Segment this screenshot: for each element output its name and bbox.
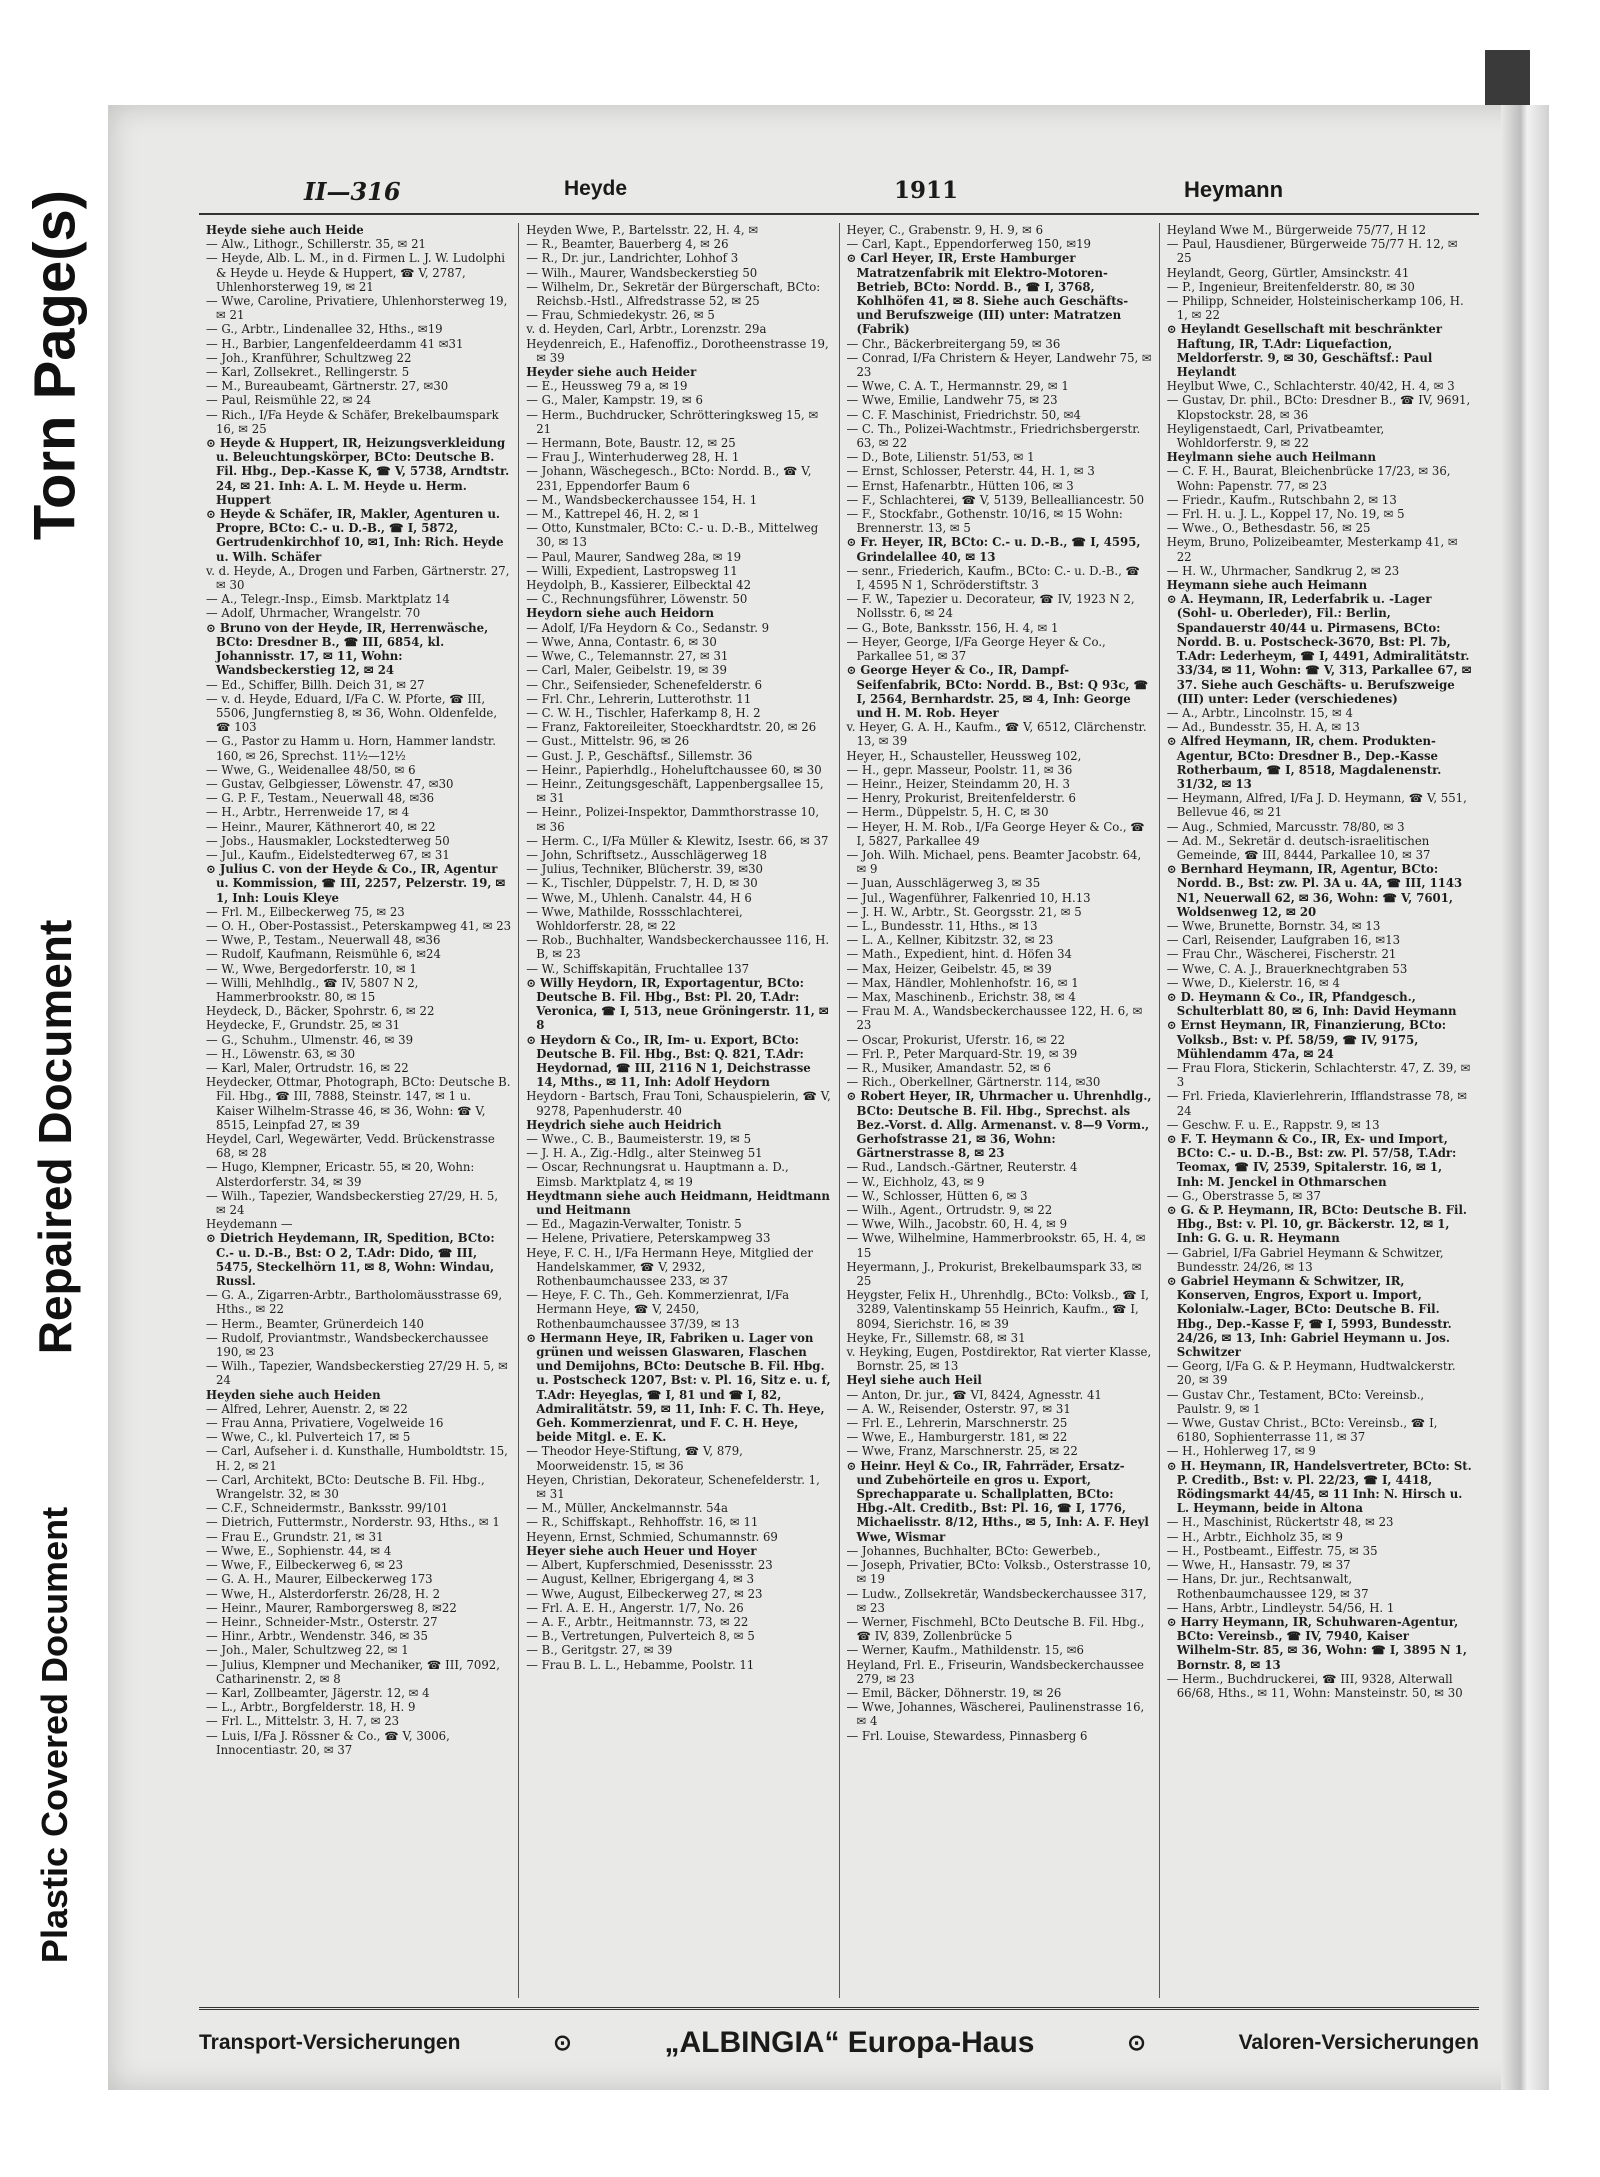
directory-entry: — G., Maler, Kampstr. 19, ✉ 6: [526, 393, 703, 408]
directory-entry: — Joh., Kranführer, Schultzweg 22: [206, 350, 412, 365]
directory-entry: — Gabriel, I/Fa Gabriel Heymann & Schwitzer, Bundesstr. 24/26, ✉ 13: [1166, 1245, 1444, 1274]
directory-entry: — Geschw. F. u. E., Rappstr. 9, ✉ 13: [1166, 1117, 1380, 1132]
directory-entry: — Ed., Schiffer, Billh. Deich 31, ✉ 27: [206, 677, 425, 692]
directory-entry: — W., Eichholz, 43, ✉ 9: [846, 1174, 985, 1189]
footer-separator-icon: ⊙: [553, 2030, 572, 2055]
directory-entry: — W., Wwe, Bergedorferstr. 10, ✉ 1: [206, 961, 417, 976]
directory-entry: — Jul., Wagenführer, Falkenried 10, H.13: [846, 890, 1091, 905]
directory-entry: ⊙ Ernst Heymann, IR, Finanzierung, BCto: Volksb., Bst: v. Pf. 58/59, ☎ IV, 9175, Mühlendamm 47a, ✉ 24: [1166, 1018, 1447, 1061]
directory-entry: — Frl. P., Peter Marquard-Str. 19, ✉ 39: [846, 1046, 1078, 1061]
directory-entry: — Ad. M., Sekretär d. deutsch-israelitischen Gemeinde, ☎ III, 8444, Parkallee 10, ✉ 37: [1166, 833, 1431, 862]
directory-entry: Heylmann siehe auch Heilmann: [1166, 450, 1376, 465]
directory-entry: — Max, Heizer, Geibelstr. 45, ✉ 39: [846, 961, 1052, 976]
directory-entry: Heydenreich, E., Hafenoffiz., Dorotheenstrasse 19, ✉ 39: [526, 336, 829, 365]
directory-entry: — Wwe, Wilhelmine, Hammerbrookstr. 65, H. 4, ✉ 15: [846, 1231, 1146, 1260]
directory-entry: — H., Hohlerweg 17, ✉ 9: [1166, 1444, 1316, 1459]
column-3: [839, 223, 1159, 1998]
directory-entry: — Albert, Kupferschmied, Desenissstr. 23: [526, 1558, 773, 1573]
directory-entry: — Joseph, Privatier, BCto: Volksb., Osterstrasse 10, ✉ 19: [846, 1558, 1152, 1587]
directory-entry: ⊙ F. T. Heymann & Co., IR, Ex- und Import, BCto: C.- u. D.-B., Bst: zw. Pl. 57/58, T.Adr: Teomax, ☎ IV, 2539, Spitalerstr. 16, ✉ 1, Inh: M. Jenckel in Othmarschen: [1166, 1132, 1457, 1189]
directory-entry: — Frl. E., Lehrerin, Marschnerstr. 25: [846, 1416, 1068, 1431]
directory-entry: — C. F. Maschinist, Friedrichstr. 50, ✉4: [846, 407, 1081, 422]
directory-entry: — Wwe, C. A. T., Hermannstr. 29, ✉ 1: [846, 379, 1069, 394]
directory-entry: — Heinr., Zeitungsgeschäft, Lappenbergsallee 15, ✉ 31: [526, 776, 824, 806]
head-year: 1911: [894, 177, 959, 204]
directory-entry: Heyde siehe auch Heide: [206, 223, 364, 237]
directory-entry: — L., Arbtr., Borgfelderstr. 18, H. 9: [206, 1700, 416, 1715]
directory-entry: — Frl. A. E. H., Angerstr. 1/7, No. 26: [526, 1600, 744, 1615]
directory-entry: v. Heyking, Eugen, Postdirektor, Rat vierter Klasse, Bornstr. 25, ✉ 13: [846, 1345, 1152, 1374]
directory-entry: — Wwe, M., Uhlenh. Canalstr. 44, H 6: [526, 890, 752, 905]
directory-entry: Heyligenstaedt, Carl, Privatbeamter, Wohldorferstr. 9, ✉ 22: [1166, 421, 1385, 451]
directory-entry: Heydorn - Bartsch, Frau Toni, Schauspielerin, ☎ V, 9278, Papenhuderstr. 40: [526, 1089, 831, 1118]
directory-entry: — Heye, F. C. Th., Geh. Kommerzienrat, I/Fa Hermann Heye, ☎ V, 2450, Rothenbaumchaussee 37/39, ✉ 13: [526, 1288, 790, 1331]
directory-entry: — Herm., Beamter, Grünerdeich 140: [206, 1316, 424, 1331]
directory-page: [108, 105, 1549, 2090]
directory-entry: Heydtmann siehe auch Heidmann, Heidtmann und Heitmann: [526, 1188, 830, 1218]
directory-entry: — G., Schuhm., Ulmenstr. 46, ✉ 39: [206, 1032, 414, 1047]
directory-entry: — O. H., Ober-Postassist., Peterskampweg 41, ✉ 23: [206, 918, 512, 933]
directory-entry: — Wilh., Agent., Ortrudstr. 9, ✉ 22: [846, 1203, 1053, 1218]
directory-entry: Heyer, H., Schausteller, Heussweg 102,: [846, 748, 1082, 763]
directory-entry: — W., Schiffskapitän, Fruchtallee 137: [526, 961, 750, 976]
directory-entry: — Carl, Maler, Geibelstr. 19, ✉ 39: [526, 663, 727, 678]
directory-entry: — Ernst, Hafenarbtr., Hütten 106, ✉ 3: [846, 478, 1074, 493]
directory-entry: — Wwe, G., Weidenallee 48/50, ✉ 6: [206, 762, 416, 777]
directory-entry: — Wwe, E., Hamburgerstr. 181, ✉ 22: [846, 1430, 1068, 1445]
directory-entry: Heylbut Wwe, C., Schlachterstr. 40/42, H. 4, ✉ 3: [1166, 379, 1455, 394]
directory-entry: — Wwe, Brunette, Bornstr. 34, ✉ 13: [1166, 918, 1381, 933]
directory-entry: — F., Stockfabr., Gothenstr. 10/16, ✉ 15 Wohn: Brennerstr. 13, ✉ 5: [846, 507, 1123, 536]
directory-entry: — Werner, Fischmehl, BCto Deutsche B. Fil. Hbg., ☎ IV, 839, Zollenbrücke 5: [846, 1614, 1145, 1644]
directory-entry: — Ed., Magazin-Verwalter, Tonistr. 5: [526, 1217, 742, 1232]
directory-entry: ⊙ Harry Heymann, IR, Schuhwaren-Agentur, BCto: Vereinsb., ☎ IV, 7940, Kaiser Wilhelm-Str. 85, ✉ 36, Wohn: ☎ I, 3895 N 1, Bornstr. 8, ✉ 13: [1166, 1614, 1467, 1672]
directory-entry: — Gustav, Dr. phil., BCto: Dresdner B., ☎ IV, 9691, Klopstockstr. 28, ✉ 36: [1166, 393, 1471, 422]
directory-entry: — C., Rechnungsführer, Löwenstr. 50: [526, 592, 748, 607]
directory-entry: — M., Bureaubeamt, Gärtnerstr. 27, ✉30: [206, 379, 449, 394]
directory-entry: — H., Arbtr., Eichholz 35, ✉ 9: [1166, 1529, 1343, 1544]
directory-entry: — Wwe, Franz, Marschnerstr. 25, ✉ 22: [846, 1444, 1078, 1459]
directory-entry: — H., Maschinist, Rückertstr 48, ✉ 23: [1166, 1515, 1394, 1530]
directory-entry: — Frau J., Winterhuderweg 28, H. 1: [526, 450, 740, 465]
directory-entry: — L. A., Kellner, Kibitzstr. 32, ✉ 23: [846, 933, 1054, 948]
directory-entry: — G., Pastor zu Hamm u. Horn, Hammer landstr. 160, ✉ 26, Sprechst. 11½—12½: [206, 734, 496, 763]
directory-entry: ⊙ Heylandt Gesellschaft mit beschränkter Haftung, IR, T.Adr: Liquefaction, Meldorferstr. 9, ✉ 30, Geschäftsf.: Paul Heylandt: [1166, 322, 1442, 380]
directory-entry: — G. A. H., Maurer, Eilbeckerweg 173: [206, 1572, 433, 1587]
directory-entry: — Karl, Maler, Ortrudstr. 16, ✉ 22: [206, 1060, 409, 1075]
repaired-document-stamp: Repaired Document: [29, 919, 81, 1355]
footer-separator-icon: ⊙: [1127, 2030, 1146, 2055]
directory-entry: ⊙ D. Heymann & Co., IR, Pfandgesch., Schulterblatt 80, ✉ 6, Inh: David Heymann: [1166, 989, 1457, 1019]
directory-entry: — H., Barbier, Langenfeldeerdamm 41 ✉31: [206, 336, 464, 351]
directory-entry: — H. W., Uhrmacher, Sandkrug 2, ✉ 23: [1166, 563, 1400, 578]
directory-entry: — M., Müller, Anckelmannstr. 54a: [526, 1501, 729, 1516]
directory-entry: — R., Beamter, Bauerberg 4, ✉ 26: [526, 237, 729, 252]
directory-entry: — P., Ingenieur, Breitenfelderstr. 80, ✉ 30: [1166, 279, 1415, 294]
directory-entry: — Anton, Dr. jur., ☎ VI, 8424, Agnesstr. 41: [846, 1387, 1102, 1402]
directory-entry: — H., Löwenstr. 63, ✉ 30: [206, 1046, 356, 1061]
directory-entry: — G., Bote, Banksstr. 156, H. 4, ✉ 1: [846, 620, 1059, 635]
directory-entry: ⊙ Robert Heyer, IR, Uhrmacher u. Uhrenhdlg., BCto: Deutsche B. Fil. Hbg., Sprechst. als Bez.-Vorst. d. Allg. Armenanst. v. 8—9 Vorm., Gerhofstrasse 21, ✉ 36, Wohn: Gärtnerstrasse 8, ✉ 23: [846, 1089, 1152, 1161]
directory-entry: — Gust. J. P., Geschäftsf., Sillemstr. 36: [526, 748, 753, 763]
directory-entry: — Wwe, H., Hansastr. 79, ✉ 37: [1166, 1558, 1351, 1573]
directory-entry: — Chr., Bäckerbreitergang 59, ✉ 36: [846, 336, 1061, 351]
directory-entry: — Franz, Faktoreileiter, Stoeckhardtstr. 20, ✉ 26: [526, 720, 817, 735]
plastic-covered-stamp: Plastic Covered Document: [34, 1506, 75, 1964]
directory-entry: — Heymann, Alfred, I/Fa J. D. Heymann, ☎ V, 551, Bellevue 46, ✉ 21: [1166, 791, 1467, 820]
directory-entry: — Philipp, Schneider, Holsteinischerkamp 106, H. 1, ✉ 22: [1166, 294, 1464, 323]
directory-entry: — Wwe., O., Bethesdastr. 56, ✉ 25: [1166, 521, 1371, 536]
directory-entry: — Karl, Zollbeamter, Jägerstr. 12, ✉ 4: [206, 1685, 430, 1700]
directory-entry: — F. W., Tapezier u. Decorateur, ☎ IV, 1923 N 2, Nollsstr. 6, ✉ 24: [846, 592, 1135, 621]
directory-entry: — Frau E., Grundstr. 21, ✉ 31: [206, 1529, 384, 1544]
directory-entry: — Wwe., C. B., Baumeisterstr. 19, ✉ 5: [526, 1132, 752, 1146]
directory-entry: — Joh., Maler, Schultzweg 22, ✉ 1: [206, 1643, 409, 1658]
directory-entry: — A., Arbtr., Lincolnstr. 15, ✉ 4: [1166, 705, 1353, 720]
directory-entry: — Hugo, Klempner, Ericastr. 55, ✉ 20, Wohn: Alsterdorferstr. 34, ✉ 39: [206, 1160, 475, 1189]
directory-entry: — A. W., Reisender, Osterstr. 97, ✉ 31: [846, 1401, 1071, 1416]
advertisement-footer: [199, 2023, 1479, 2063]
directory-entry: — Emil, Bäcker, Döhnerstr. 19, ✉ 26: [846, 1685, 1062, 1700]
directory-entry: — Heyer, H. M. Rob., I/Fa George Heyer & Co., ☎ I, 5827, Parkallee 49: [846, 819, 1145, 848]
directory-entry: — G., Arbtr., Lindenallee 32, Hths., ✉19: [206, 322, 443, 337]
directory-entry: — Frau Flora, Stickerin, Schlachterstr. 47, Z. 39, ✉ 3: [1166, 1060, 1471, 1090]
directory-entry: — Frau M. A., Wandsbeckerchaussee 122, H. 6, ✉ 23: [846, 1004, 1143, 1033]
directory-entry: Heyermann, J., Prokurist, Brekelbaumspark 33, ✉ 25: [846, 1259, 1142, 1289]
directory-entry: — E., Heussweg 79 a, ✉ 19: [526, 379, 688, 394]
directory-entry: Heyenn, Ernst, Schmied, Schumannstr. 69: [526, 1529, 778, 1544]
directory-entry: — Julius, Techniker, Blücherstr. 39, ✉30: [526, 862, 763, 877]
directory-entry: — Frl. H. u. J. L., Koppel 17, No. 19, ✉ 5: [1166, 507, 1405, 522]
directory-entry: Heydolph, B., Kassierer, Eilbecktal 42: [526, 578, 751, 593]
directory-entry: Heyke, Fr., Sillemstr. 68, ✉ 31: [846, 1330, 1026, 1345]
directory-entry: — Heinr., Maurer, Ramborgersweg 8, ✉22: [206, 1600, 457, 1615]
directory-entry: — Dietrich, Futtermstr., Norderstr. 93, Hths., ✉ 1: [206, 1515, 500, 1530]
directory-entry: — Frau Chr., Wäscherei, Fischerstr. 21: [1166, 947, 1397, 962]
head-word-left: Heyde: [564, 177, 628, 200]
directory-entry: — Wwe, Johannes, Wäscherei, Paulinenstrasse 16, ✉ 4: [846, 1700, 1145, 1729]
directory-entry: — Paul, Maurer, Sandweg 28a, ✉ 19: [526, 549, 742, 564]
directory-entry: — Frl. M., Eilbeckerweg 75, ✉ 23: [206, 904, 405, 919]
directory-entry: Heyer, C., Grabenstr. 9, H. 9, ✉ 6: [846, 223, 1044, 237]
directory-entry: ⊙ G. & P. Heymann, IR, BCto: Deutsche B. Fil. Hbg., Bst: v. Pl. 10, gr. Bäckerstr. 12, ✉ 1, Inh: G. G. u. R. Heymann: [1166, 1203, 1467, 1246]
directory-entry: — Carl, Kapt., Eppendorferweg 150, ✉19: [846, 237, 1091, 252]
directory-entry: Heye, F. C. H., I/Fa Hermann Heye, Mitglied der Handelskammer, ☎ V, 2932, Rothenbaumchaussee 233, ✉ 37: [526, 1245, 813, 1289]
directory-entry: ⊙ Heydorn & Co., IR, Im- u. Export, BCto: Deutsche B. Fil. Hbg., Bst: Q. 821, T.Adr: Heydornad, ☎ III, 2116 N 1, Deichstrasse 14, Mths., ✉ 11, Inh: Adolf Heydorn: [526, 1032, 811, 1090]
directory-entry: Heyland Wwe M., Bürgerweide 75/77, H 12: [1166, 223, 1427, 237]
directory-entry: — Hermann, Bote, Baustr. 12, ✉ 25: [526, 436, 736, 451]
directory-entry: ⊙ Bernhard Heymann, IR, Agentur, BCto: Nordd. B., Bst: zw. Pl. 3A u. 4A, ☎ III, 1143 N1, Neuerwall 62, ✉ 36, Wohn: ☎ V, 7601, Woldsenweg 12, ✉ 20: [1166, 862, 1463, 919]
directory-entry: — C.F., Schneidermstr., Banksstr. 99/101: [206, 1501, 449, 1516]
directory-entry: — Wwe, F., Eilbeckerweg 6, ✉ 23: [206, 1558, 404, 1573]
directory-entry: — Wwe, Wilh., Jacobstr. 60, H. 4, ✉ 9: [846, 1217, 1068, 1232]
directory-entry: — Conrad, I/Fa Christern & Heyer, Landwehr 75, ✉ 23: [846, 350, 1152, 380]
column-2: [518, 223, 838, 1998]
directory-entry: — Willi, Mehlhdlg., ☎ IV, 5807 N 2, Hammerbrookstr. 80, ✉ 15: [206, 975, 419, 1004]
directory-entry: — Theodor Heye-Stiftung, ☎ V, 879, Moorweidenstr. 15, ✉ 36: [526, 1444, 743, 1473]
directory-entry: — Paul, Hausdiener, Bürgerweide 75/77 H. 12, ✉ 25: [1166, 237, 1458, 266]
directory-entry: — Aug., Schmied, Marcusstr. 78/80, ✉ 3: [1166, 819, 1405, 834]
directory-entry: — F., Schlachterei, ☎ V, 5139, Bellealliancestr. 50: [846, 492, 1145, 507]
directory-entry: — Math., Expedient, hint. d. Höfen 34: [846, 947, 1072, 962]
directory-entry: — Otto, Kunstmaler, BCto: C.- u. D.-B., Mittelweg 30, ✉ 13: [526, 521, 819, 550]
directory-entry: Heym, Bruno, Polizeibeamter, Mesterkamp 41, ✉ 22: [1166, 535, 1458, 564]
directory-entry: Heydorn siehe auch Heidorn: [526, 606, 714, 621]
directory-entry: — Gustav, Gelbgiesser, Löwenstr. 47, ✉30: [206, 776, 454, 791]
directory-entry: ⊙ Hermann Heye, IR, Fabriken u. Lager von grünen und weissen Glaswaren, Flaschen und Demijohns, BCto: Deutsche B. Fil. Hbg. u. Postscheck 1207, Bst: v. Pl. 16, Sitz e. u. f, T.Adr: Heyeglas, ☎ I, 81 und ☎ I, 82, Admiralitätstr. 59, ✉ 11, Inh: F. C. Th. Heye, Geh. Kommerzienrat, und F. C. H. Heye, beide Mitgl. e. E. K.: [526, 1330, 831, 1445]
footer-albingia: „ALBINGIA“ Europa-Haus: [664, 2026, 1035, 2059]
directory-entry: ⊙ A. Heymann, IR, Lederfabrik u. -Lager (Sohl- u. Oberleder), Fil.: Berlin, Spandauerstr 40/44 u. Pirmasens, BCto: Nordd. B. u. Postscheck-3670, Bst: Pl. 7b, T.Adr: Lederheym, ☎ I, 4491, Admiralitätstr. 33/34, ✉ 11, Wohn: ☎ V, 313, Parkallee 67, ✉ 37. Siehe auch Geschäfts- u. Berufszweige (III) unter: Leder (verschiedenes): [1166, 592, 1472, 706]
directory-entry: — Wilh., Maurer, Wandsbeckerstieg 50: [526, 265, 758, 280]
directory-entry: — Gustav Chr., Testament, BCto: Vereinsb., Paulstr. 9, ✉ 1: [1166, 1387, 1425, 1416]
directory-entry: — C. F. H., Baurat, Bleichenbrücke 17/23, ✉ 36, Wohn: Papenstr. 77, ✉ 23: [1166, 464, 1451, 493]
directory-entry: — Wwe, D., Kielerstr. 16, ✉ 4: [1166, 975, 1340, 990]
torn-pages-stamp: Torn Page(s): [22, 189, 88, 541]
directory-entry: — Wwe, Mathilde, Rossschlachterei, Wohldorferstr. 28, ✉ 22: [526, 904, 743, 933]
directory-entry: — A., Telegr.-Insp., Eimsb. Marktplatz 14: [206, 592, 450, 607]
directory-entry: ⊙ Heyde & Schäfer, IR, Makler, Agenturen u. Propre, BCto: C.- u. D.-B., ☎ I, 5872, Gertrudenkirchhof 10, ✉1, Inh: Rich. Heyde u. Wilh. Schäfer: [206, 507, 504, 564]
directory-entry: — Rud., Landsch.-Gärtner, Reuterstr. 4: [846, 1160, 1078, 1175]
directory-entry: Heydecker, Ottmar, Photograph, BCto: Deutsche B. Fil. Hbg., ☎ III, 7888, Steinstr. 147, ✉ 1 u. Kaiser Wilhelm-Strasse 46, ✉ 36, Wohn: ☎ V, 8515, Leinpfad 27, ✉ 39: [206, 1075, 511, 1132]
column-4: [1159, 223, 1479, 1998]
directory-entry: Heydeck, D., Bäcker, Spohrstr. 6, ✉ 22: [206, 1004, 435, 1019]
directory-entry: — Wwe, C., Telemannstr. 27, ✉ 31: [526, 649, 729, 664]
directory-entry: — Rudolf, Proviantmstr., Wandsbeckerchaussee 190, ✉ 23: [206, 1330, 489, 1360]
directory-entry: — G. A., Zigarren-Arbtr., Bartholomäusstrasse 69, Hths., ✉ 22: [206, 1288, 503, 1317]
directory-entry: — H., Arbtr., Herrenweide 17, ✉ 4: [206, 805, 410, 820]
directory-entry: — Wwe, August, Eilbeckerweg 27, ✉ 23: [526, 1586, 763, 1601]
directory-entry: ⊙ George Heyer & Co., IR, Dampf-Seifenfabrik, BCto: Nordd. B., Bst: Q 93c, ☎ I, 2564, Bernhardstr. 25, ✉ 4, Inh: George und H. M. Rob. Heyer: [846, 663, 1149, 720]
directory-entry: — Herm., Düppelstr. 5, H. C, ✉ 30: [846, 805, 1049, 820]
directory-entry: — Wilh., Tapezier, Wandsbeckerstieg 27/29 H. 5, ✉ 24: [206, 1359, 508, 1388]
footer-transport-insurance: Transport-Versicherungen: [199, 2031, 461, 2054]
directory-entry: ⊙ Heinr. Heyl & Co., IR, Fahrräder, Ersatz- und Zubehörteile en gros u. Export, Sprechapparate u. Schallplatten, BCto: Hbg.-Alt. Creditb., Bst: Pl. 16, ☎ I, 1776, Michaelisstr. 8/12, Hths., ✉ 5, Inh: A. F. Heyl Wwe, Wismar: [846, 1458, 1149, 1544]
directory-entry: — Rich., I/Fa Heyde & Schäfer, Brekelbaumspark 16, ✉ 25: [206, 407, 499, 436]
directory-entry: — Frl. L., Mittelstr. 3, H. 7, ✉ 23: [206, 1714, 400, 1729]
head-word-right: Heymann: [1184, 177, 1284, 202]
footer-rule: [199, 2007, 1479, 2010]
directory-entry: Heyen, Christian, Dekorateur, Schenefelderstr. 1, ✉ 31: [526, 1472, 820, 1502]
directory-entry: ⊙ Bruno von der Heyde, IR, Herrenwäsche, BCto: Dresdner B., ☎ III, 6854, kl. Johannisstr. 17, ✉ 11, Wohn: Wandsbeckerstieg 12, ✉ 24: [206, 620, 489, 678]
footer-valuables-insurance: Valoren-Versicherungen: [1238, 2031, 1479, 2054]
directory-entry: — W., Schlosser, Hütten 6, ✉ 3: [846, 1188, 1028, 1203]
directory-entry: — August, Kellner, Ebrigergang 4, ✉ 3: [526, 1572, 755, 1587]
directory-entry: Heylandt, Georg, Gürtler, Amsinckstr. 41: [1166, 265, 1410, 280]
directory-entry: — Wwe, Caroline, Privatiere, Uhlenhorsterweg 19, ✉ 21: [206, 294, 508, 323]
directory-entry: — Adolf, Uhrmacher, Wrangelstr. 70: [206, 606, 421, 621]
directory-entry: Heydel, Carl, Wegewärter, Vedd. Brückenstrasse 68, ✉ 28: [206, 1132, 495, 1161]
directory-entry: ⊙ Willy Heydorn, IR, Exportagentur, BCto: Deutsche B. Fil. Hbg., Bst: Pl. 20, T.Adr: Veronica, ☎ I, 513, neue Gröningerstr. 11, ✉ 8: [526, 975, 829, 1033]
directory-entry: — B., Vertretungen, Pulverteich 8, ✉ 5: [526, 1629, 755, 1644]
directory-entry: — D., Bote, Lilienstr. 51/53, ✉ 1: [846, 450, 1035, 465]
directory-entry: — Ernst, Schlosser, Peterstr. 44, H. 1, ✉ 3: [846, 464, 1095, 479]
directory-entry: — Frl. Louise, Stewardess, Pinnasberg 6: [846, 1728, 1088, 1743]
directory-entry: Heygster, Felix H., Uhrenhdlg., BCto: Volksb., ☎ I, 3289, Valentinskamp 55 Heinrich, Kaufm., ☎ I, 8094, Sierichstr. 16, ✉ 39: [846, 1288, 1149, 1331]
directory-entry: — Heinr., Polizei-Inspektor, Dammthorstrasse 10, ✉ 36: [526, 805, 820, 834]
directory-entry: — Frl. Frieda, Klavierlehrerin, Ifflandstrasse 78, ✉ 24: [1166, 1089, 1468, 1118]
directory-entry: — Frau B. L. L., Hebamme, Poolstr. 11: [526, 1657, 755, 1672]
directory-entry: — Hans, Dr. jur., Rechtsanwalt, Rothenbaumchaussee 129, ✉ 37: [1166, 1572, 1369, 1601]
directory-entry: — Wwe, H., Alsterdorferstr. 26/28, H. 2: [206, 1586, 441, 1601]
directory-entry: — Rich., Oberkellner, Gärtnerstr. 114, ✉30: [846, 1075, 1101, 1090]
archive-stamps: [0, 0, 110, 2177]
directory-entry: — C. Th., Polizei-Wachtmstr., Friedrichsbergerstr. 63, ✉ 22: [846, 421, 1141, 451]
directory-entry: v. Heyer, G. A. H., Kaufm., ☎ V, 6512, Clärchenstr. 13, ✉ 39: [846, 720, 1147, 749]
directory-entry: — M., Kattrepel 46, H. 2, ✉ 1: [526, 507, 700, 522]
directory-entry: ⊙ Fr. Heyer, IR, BCto: C.- u. D.-B., ☎ I, 4595, Grindelallee 40, ✉ 13: [846, 535, 1141, 564]
directory-entry: — Juan, Ausschlägerweg 3, ✉ 35: [846, 876, 1041, 891]
directory-entry: Heyden siehe auch Heiden: [206, 1387, 381, 1402]
directory-entry: — Alw., Lithogr., Schillerstr. 35, ✉ 21: [206, 237, 426, 252]
directory-entry: ⊙ Julius C. von der Heyde & Co., IR, Agentur u. Kommission, ☎ III, 2257, Pelzerstr. 19, ✉ 1, Inh: Louis Kleye: [206, 862, 506, 905]
directory-entry: — R., Schiffskapt., Rehhoffstr. 16, ✉ 11: [526, 1515, 759, 1530]
directory-entry: — R., Dr. jur., Landrichter, Lohhof 3: [526, 251, 739, 266]
directory-entry: — Max, Maschinenb., Erichstr. 38, ✉ 4: [846, 989, 1076, 1004]
directory-entry: — senr., Friederich, Kaufm., BCto: C.- u. D.-B., ☎ I, 4595 N 1, Schröderstiftstr. 3: [846, 563, 1141, 593]
directory-entry: — Wilhelm, Dr., Sekretär der Bürgerschaft, BCto: Reichsb.-Hstl., Alfredstrasse 52, ✉ 25: [526, 279, 821, 309]
directory-entry: ⊙ H. Heymann, IR, Handelsvertreter, BCto: St. P. Creditb., Bst: v. Pl. 22/23, ☎ I, 4418, Rödingsmarkt 44/45, ✉ 11 Inh: N. Hirsch u. L. Heymann, beide in Altona: [1166, 1458, 1472, 1516]
page-edge-tab: [1485, 50, 1530, 110]
directory-entry: — Alfred, Lehrer, Auenstr. 2, ✉ 22: [206, 1401, 408, 1416]
directory-entry: — Frau, Schmiedekystr. 26, ✉ 5: [526, 308, 715, 323]
directory-entry: — Wwe, E., Sophienstr. 44, ✉ 4: [206, 1543, 392, 1558]
directory-entry: — Carl, Reisender, Laufgraben 16, ✉13: [1166, 933, 1401, 948]
directory-entry: — G., Oberstrasse 5, ✉ 37: [1166, 1188, 1321, 1203]
directory-entry: — Wilh., Tapezier, Wandsbeckerstieg 27/29, H. 5, ✉ 24: [206, 1188, 499, 1218]
directory-entry: Heyl siehe auch Heil: [846, 1373, 982, 1388]
directory-entry: — Chr., Seifensieder, Schenefelderstr. 6: [526, 677, 763, 692]
directory-entry: — Herm., Buchdrucker, Schrötteringksweg 15, ✉ 21: [526, 407, 819, 436]
directory-entry: — Jul., Kaufm., Eidelstedterweg 67, ✉ 31: [206, 847, 450, 862]
directory-entry: — Frau Anna, Privatiere, Vogelweide 16: [206, 1416, 444, 1431]
directory-entry: Heyder siehe auch Heider: [526, 365, 697, 380]
directory-entry: Heydecke, F., Grundstr. 25, ✉ 31: [206, 1018, 401, 1033]
directory-entry: — Frl. Chr., Lehrerin, Lutterothstr. 11: [526, 691, 752, 706]
directory-entry: — Helene, Privatiere, Peterskampweg 33: [526, 1231, 771, 1246]
directory-entry: — Gust., Mittelstr. 96, ✉ 26: [526, 734, 690, 749]
directory-entry: Heydemann —: [206, 1217, 293, 1232]
directory-entry: Heyer siehe auch Heuer und Hoyer: [526, 1543, 757, 1558]
directory-entry: — Wwe, Emilie, Landwehr 75, ✉ 23: [846, 393, 1058, 408]
directory-entry: Heyden Wwe, P., Bartelsstr. 22, H. 4, ✉: [526, 223, 759, 237]
directory-entry: — Heinr., Maurer, Käthnerort 40, ✉ 22: [206, 819, 436, 834]
directory-entry: Heyland, Frl. E., Friseurin, Wandsbeckerchaussee 279, ✉ 23: [846, 1657, 1144, 1686]
directory-entry: — Paul, Reismühle 22, ✉ 24: [206, 393, 372, 408]
directory-entry: — J. H. A., Zig.-Hdlg., alter Steinweg 51: [526, 1146, 763, 1161]
directory-columns: [199, 223, 1479, 1998]
directory-entry: — Karl, Zollsekret., Rellingerstr. 5: [206, 365, 410, 380]
directory-entry: — Wwe, C., kl. Pulverteich 17, ✉ 5: [206, 1430, 411, 1445]
directory-entry: — Johann, Wäschegesch., BCto: Nordd. B., ☎ V, 231, Eppendorfer Baum 6: [526, 464, 812, 493]
directory-entry: — K., Tischler, Düppelstr. 7, H. D, ✉ 30: [526, 876, 758, 891]
directory-entry: — Heyer, George, I/Fa George Heyer & Co., Parkallee 51, ✉ 37: [846, 634, 1106, 664]
directory-entry: — Heinr., Papierhdlg., Hoheluftchaussee 60, ✉ 30: [526, 762, 822, 777]
directory-entry: — R., Musiker, Amandastr. 52, ✉ 6: [846, 1060, 1051, 1075]
directory-entry: — C. W. H., Tischler, Haferkamp 8, H. 2: [526, 705, 761, 720]
directory-entry: — Oscar, Rechnungsrat u. Hauptmann a. D., Eimsb. Marktplatz 4, ✉ 19: [526, 1160, 789, 1189]
running-head: [199, 177, 1479, 217]
directory-entry: — A. F., Arbtr., Heitmannstr. 73, ✉ 22: [526, 1614, 749, 1629]
directory-entry: — Heinr., Schneider-Mstr., Osterstr. 27: [206, 1614, 438, 1629]
directory-entry: ⊙ Carl Heyer, IR, Erste Hamburger Matratzenfabrik mit Elektro-Motoren-Betrieb, BCto: Nordd. B., ☎ I, 3768, Kohlhöfen 41, ✉ 8. Siehe auch Geschäfts- und Berufszweige (III) unter: Matratzen (Fabrik): [846, 251, 1129, 337]
page-number: II—316: [304, 177, 401, 206]
directory-entry: — Friedr., Kaufm., Rutschbahn 2, ✉ 13: [1166, 492, 1397, 507]
directory-entry: — Werner, Kaufm., Mathildenstr. 15, ✉6: [846, 1643, 1084, 1658]
directory-entry: — Jobs., Hausmakler, Lockstedterweg 50: [206, 833, 450, 848]
directory-entry: Heydrich siehe auch Heidrich: [526, 1117, 722, 1132]
directory-entry: — Luis, I/Fa J. Rössner & Co., ☎ V, 3006, Innocentiastr. 20, ✉ 37: [206, 1728, 450, 1757]
directory-entry: — Oscar, Prokurist, Uferstr. 16, ✉ 22: [846, 1032, 1066, 1047]
directory-entry: — Herm. C., I/Fa Müller & Klewitz, Isestr. 66, ✉ 37: [526, 833, 829, 848]
directory-entry: — Adolf, I/Fa Heydorn & Co., Sedanstr. 9: [526, 620, 770, 635]
directory-entry: — G. P. F., Testam., Neuerwall 48, ✉36: [206, 791, 435, 806]
directory-entry: — Ludw., Zollsekretär, Wandsbeckerchaussee 317, ✉ 23: [846, 1586, 1147, 1615]
directory-entry: — Heyde, Alb. L. M., in d. Firmen L. J. W. Ludolphi & Heyde u. Heyde & Huppert, ☎ V, 2787, Uhlenhorsterweg 19, ✉ 21: [206, 251, 505, 294]
directory-entry: — Carl, Aufseher i. d. Kunsthalle, Humboldtstr. 15, H. 2, ✉ 21: [206, 1444, 508, 1473]
directory-entry: — Rudolf, Kaufmann, Reismühle 6, ✉24: [206, 947, 441, 962]
directory-entry: — L., Bundesstr. 11, Hths., ✉ 13: [846, 918, 1038, 933]
directory-entry: — Herm., Buchdruckerei, ☎ III, 9328, Alterwall 66/68, Hths., ✉ 11, Wohn: Mansteinstr. 50, ✉ 30: [1166, 1671, 1463, 1700]
directory-entry: — John, Schriftsetz., Ausschlägerweg 18: [526, 847, 767, 862]
directory-entry: — Heinr., Heizer, Steindamm 20, H. 3: [846, 776, 1070, 791]
directory-entry: — Wwe, C. A. J., Brauerknechtgraben 53: [1166, 961, 1408, 976]
directory-entry: — Willi, Expedient, Lastropsweg 11: [526, 563, 738, 578]
directory-entry: — Carl, Architekt, BCto: Deutsche B. Fil. Hbg., Wrangelstr. 32, ✉ 30: [206, 1472, 485, 1502]
directory-entry: — Wwe, Gustav Christ., BCto: Vereinsb., ☎ I, 6180, Sophienterrasse 11, ✉ 37: [1166, 1416, 1438, 1445]
column-1: [199, 223, 518, 1998]
directory-entry: — Max, Händler, Mohlenhofstr. 16, ✉ 1: [846, 975, 1079, 990]
header-rule: [199, 213, 1479, 215]
directory-entry: ⊙ Alfred Heymann, IR, chem. Produkten-Agentur, BCto: Dresdner B., Dep.-Kasse Rotherbaum, ☎ I, 8518, Magdalenenstr. 31/32, ✉ 13: [1166, 734, 1442, 791]
directory-entry: — M., Wandsbeckerchaussee 154, H. 1: [526, 492, 758, 507]
directory-entry: — Rob., Buchhalter, Wandsbeckerchaussee 116, H. B, ✉ 23: [526, 933, 830, 962]
directory-entry: — Hans, Arbtr., Lindleystr. 54/56, H. 1: [1166, 1600, 1395, 1615]
directory-entry: — Joh. Wilh. Michael, pens. Beamter Jacobstr. 64, ✉ 9: [846, 847, 1142, 877]
directory-entry: Heymann siehe auch Heimann: [1166, 578, 1368, 593]
directory-entry: — Hinr., Arbtr., Wendenstr. 346, ✉ 35: [206, 1629, 428, 1644]
directory-entry: — Ad., Bundesstr. 35, H. A, ✉ 13: [1166, 720, 1360, 735]
directory-entry: — J. H. W., Arbtr., St. Georgsstr. 21, ✉ 5: [846, 904, 1082, 919]
directory-entry: — Wwe, P., Testam., Neuerwall 48, ✉36: [206, 933, 441, 948]
directory-entry: ⊙ Heyde & Huppert, IR, Heizungsverkleidung u. Beleuchtungskörper, BCto: Deutsche B. Fil. Hbg., Dep.-Kasse K, ☎ V, 5738, Arndtstr. 24, ✉ 21. Inh: A. L. M. Heyde u. Herm. Huppert: [206, 436, 510, 507]
directory-entry: — Johannes, Buchhalter, BCto: Gewerbeb.,: [846, 1543, 1101, 1558]
directory-entry: — H., Postbeamt., Eiffestr. 75, ✉ 35: [1166, 1543, 1378, 1558]
directory-entry: — v. d. Heyde, Eduard, I/Fa C. W. Pforte, ☎ III, 5506, Jungfernstieg 8, ✉ 36, Wohn. Oldenfelde, ☎ 103: [206, 691, 498, 735]
directory-entry: v. d. Heyden, Carl, Arbtr., Lorenzstr. 29a: [526, 322, 767, 337]
directory-entry: — B., Geritgstr. 27, ✉ 39: [526, 1643, 673, 1658]
directory-entry: — Georg, I/Fa G. & P. Heymann, Hudtwalckerstr. 20, ✉ 39: [1166, 1359, 1456, 1388]
directory-entry: — Wwe, Anna, Contastr. 6, ✉ 30: [526, 634, 717, 649]
directory-entry: — Henry, Prokurist, Breitenfelderstr. 6: [846, 791, 1076, 806]
directory-entry: v. d. Heyde, A., Drogen und Farben, Gärtnerstr. 27, ✉ 30: [206, 563, 510, 593]
binding-shadow: [1501, 105, 1549, 2090]
directory-entry: — H., gepr. Masseur, Poolstr. 11, ✉ 36: [846, 762, 1073, 777]
directory-entry: ⊙ Dietrich Heydemann, IR, Spedition, BCto: C.- u. D.-B., Bst: O 2, T.Adr: Dido, ☎ III, 5475, Steckelhörn 11, ✉ 8, Wohn: Windau, Russl.: [206, 1231, 495, 1289]
directory-entry: ⊙ Gabriel Heymann & Schwitzer, IR, Konserven, Engros, Export u. Import, Kolonialw.-Lager, BCto: Deutsche B. Fil. Hbg., Dep.-Kasse F, ☎ I, 5993, Bundesstr. 24/26, ✉ 13, Inh: Gabriel Heymann u. Jos. Schwitzer: [1166, 1274, 1452, 1360]
directory-entry: — Julius, Klempner und Mechaniker, ☎ III, 7092, Catharinenstr. 2, ✉ 8: [206, 1657, 500, 1686]
